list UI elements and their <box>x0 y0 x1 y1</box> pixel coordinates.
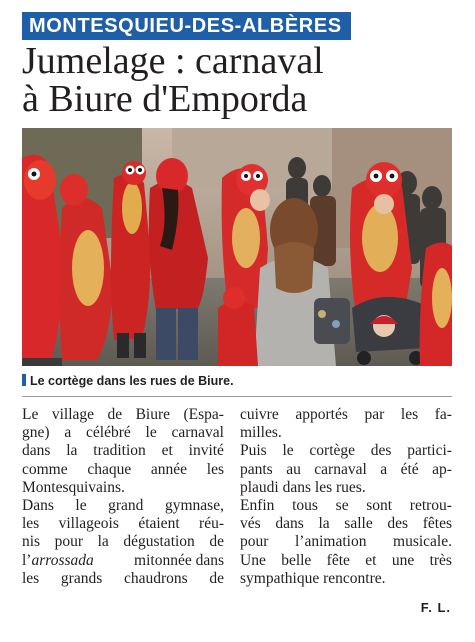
section-kicker: MONTESQUIEU-DES-ALBÈRES <box>22 12 351 40</box>
headline-line-1: Jumelage : carnaval <box>22 40 324 82</box>
text-line: les grands chaudrons de <box>22 569 224 587</box>
text-line: sympathique rencontre. <box>240 569 386 587</box>
text-line: milles. <box>240 424 282 442</box>
text-line: dans la tradition et invité <box>22 442 224 460</box>
text-line: nis pour la dégustation de <box>22 533 224 551</box>
text-line: l’arrossada mitonnée dans <box>22 551 224 569</box>
text-line: Enfin tous se sont retrou- <box>240 497 452 515</box>
text-line: Le village de Biure (Espa- <box>22 406 224 423</box>
text-line: cuivre apportés par les fa- <box>240 406 452 423</box>
text-line: Puis le cortège des partici- <box>240 442 452 460</box>
text-line: pour l’animation musicale. <box>240 533 452 551</box>
text-line: les villageois étaient réu- <box>22 515 224 533</box>
caption-divider <box>22 396 452 397</box>
text-line: gne) a célébré le carnaval <box>22 424 224 442</box>
caption-marker-icon <box>22 374 26 386</box>
text-line: vés dans la salle des fêtes <box>240 515 452 533</box>
carnival-photo-illustration <box>22 128 452 366</box>
article-column-1 <box>22 406 224 588</box>
text-line: Montesquivains. <box>22 478 125 496</box>
text-line: Dans le grand gymnase, <box>22 497 224 515</box>
photo-caption <box>22 373 452 389</box>
headline <box>22 42 462 118</box>
text-line: Une belle fête et une très <box>240 551 452 569</box>
text-line: comme chaque année les <box>22 460 224 478</box>
article-column-2 <box>240 406 452 588</box>
text-line: pants au carnaval a été ap- <box>240 460 452 478</box>
carnival-photo <box>22 128 452 366</box>
author-signature: F. L. <box>420 600 451 615</box>
text-line: plaudi dans les rues. <box>240 478 366 496</box>
caption-text: Le cortège dans les rues de Biure. <box>30 374 234 388</box>
headline-line-2: à Biure d'Emporda <box>22 78 308 120</box>
